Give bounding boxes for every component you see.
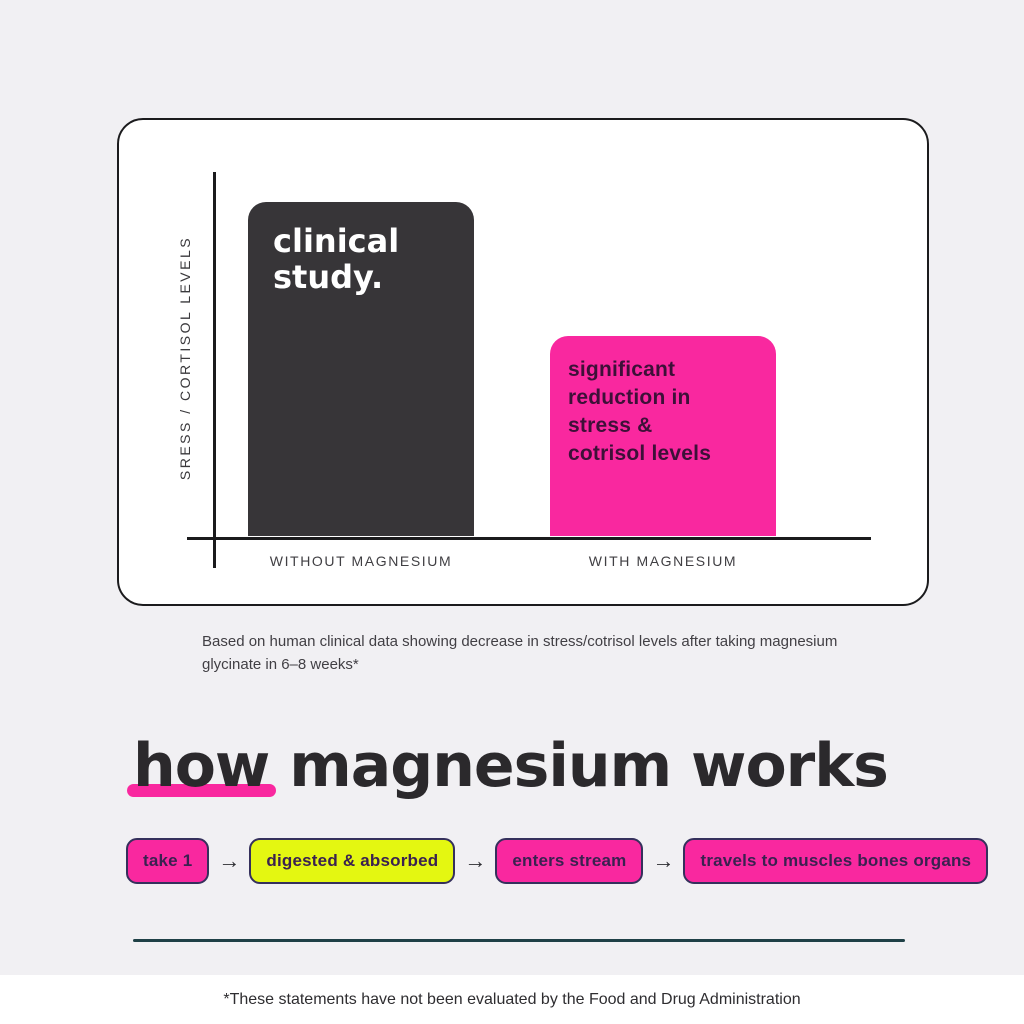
page-title-highlighted-word: how	[133, 731, 270, 801]
page-title	[133, 731, 888, 801]
flow-step-travels-to-muscles: travels to muscles bones organs	[683, 838, 988, 884]
divider-line	[133, 939, 905, 942]
right-arrow-icon: →	[218, 848, 241, 873]
fda-disclaimer: *These statements have not been evaluated by the Food and Drug Administration	[223, 990, 801, 1008]
flow-step-enters-stream: enters stream	[495, 838, 643, 884]
clinical-study-chart-card	[117, 118, 929, 606]
bar-annotation-clinical-study: clinical study.	[273, 222, 400, 296]
right-arrow-icon: →	[652, 848, 675, 873]
footer	[0, 975, 1024, 1024]
magnesium-process-flow	[126, 838, 988, 884]
flow-step-digested-absorbed: digested & absorbed	[249, 838, 455, 884]
bar-annotation-significant-reduction: significant reduction in stress & cotrisol levels	[568, 358, 712, 466]
bar-with-magnesium	[550, 336, 776, 536]
right-arrow-icon: →	[464, 848, 487, 873]
y-axis-line	[213, 172, 216, 568]
y-axis-label: SRESS / CORTISOL LEVELS	[177, 235, 193, 481]
page-title-rest: magnesium works	[269, 731, 888, 801]
chart-caption: Based on human clinical data showing decrease in stress/cotrisol levels after taking magnesium glycinate in 6–8 weeks*	[202, 633, 838, 673]
x-category-without-magnesium: WITHOUT MAGNESIUM	[269, 553, 453, 569]
x-category-with-magnesium: WITH MAGNESIUM	[588, 553, 738, 569]
flow-step-take-1: take 1	[126, 838, 209, 884]
x-axis-line	[187, 537, 871, 540]
bar-without-magnesium	[248, 202, 474, 536]
